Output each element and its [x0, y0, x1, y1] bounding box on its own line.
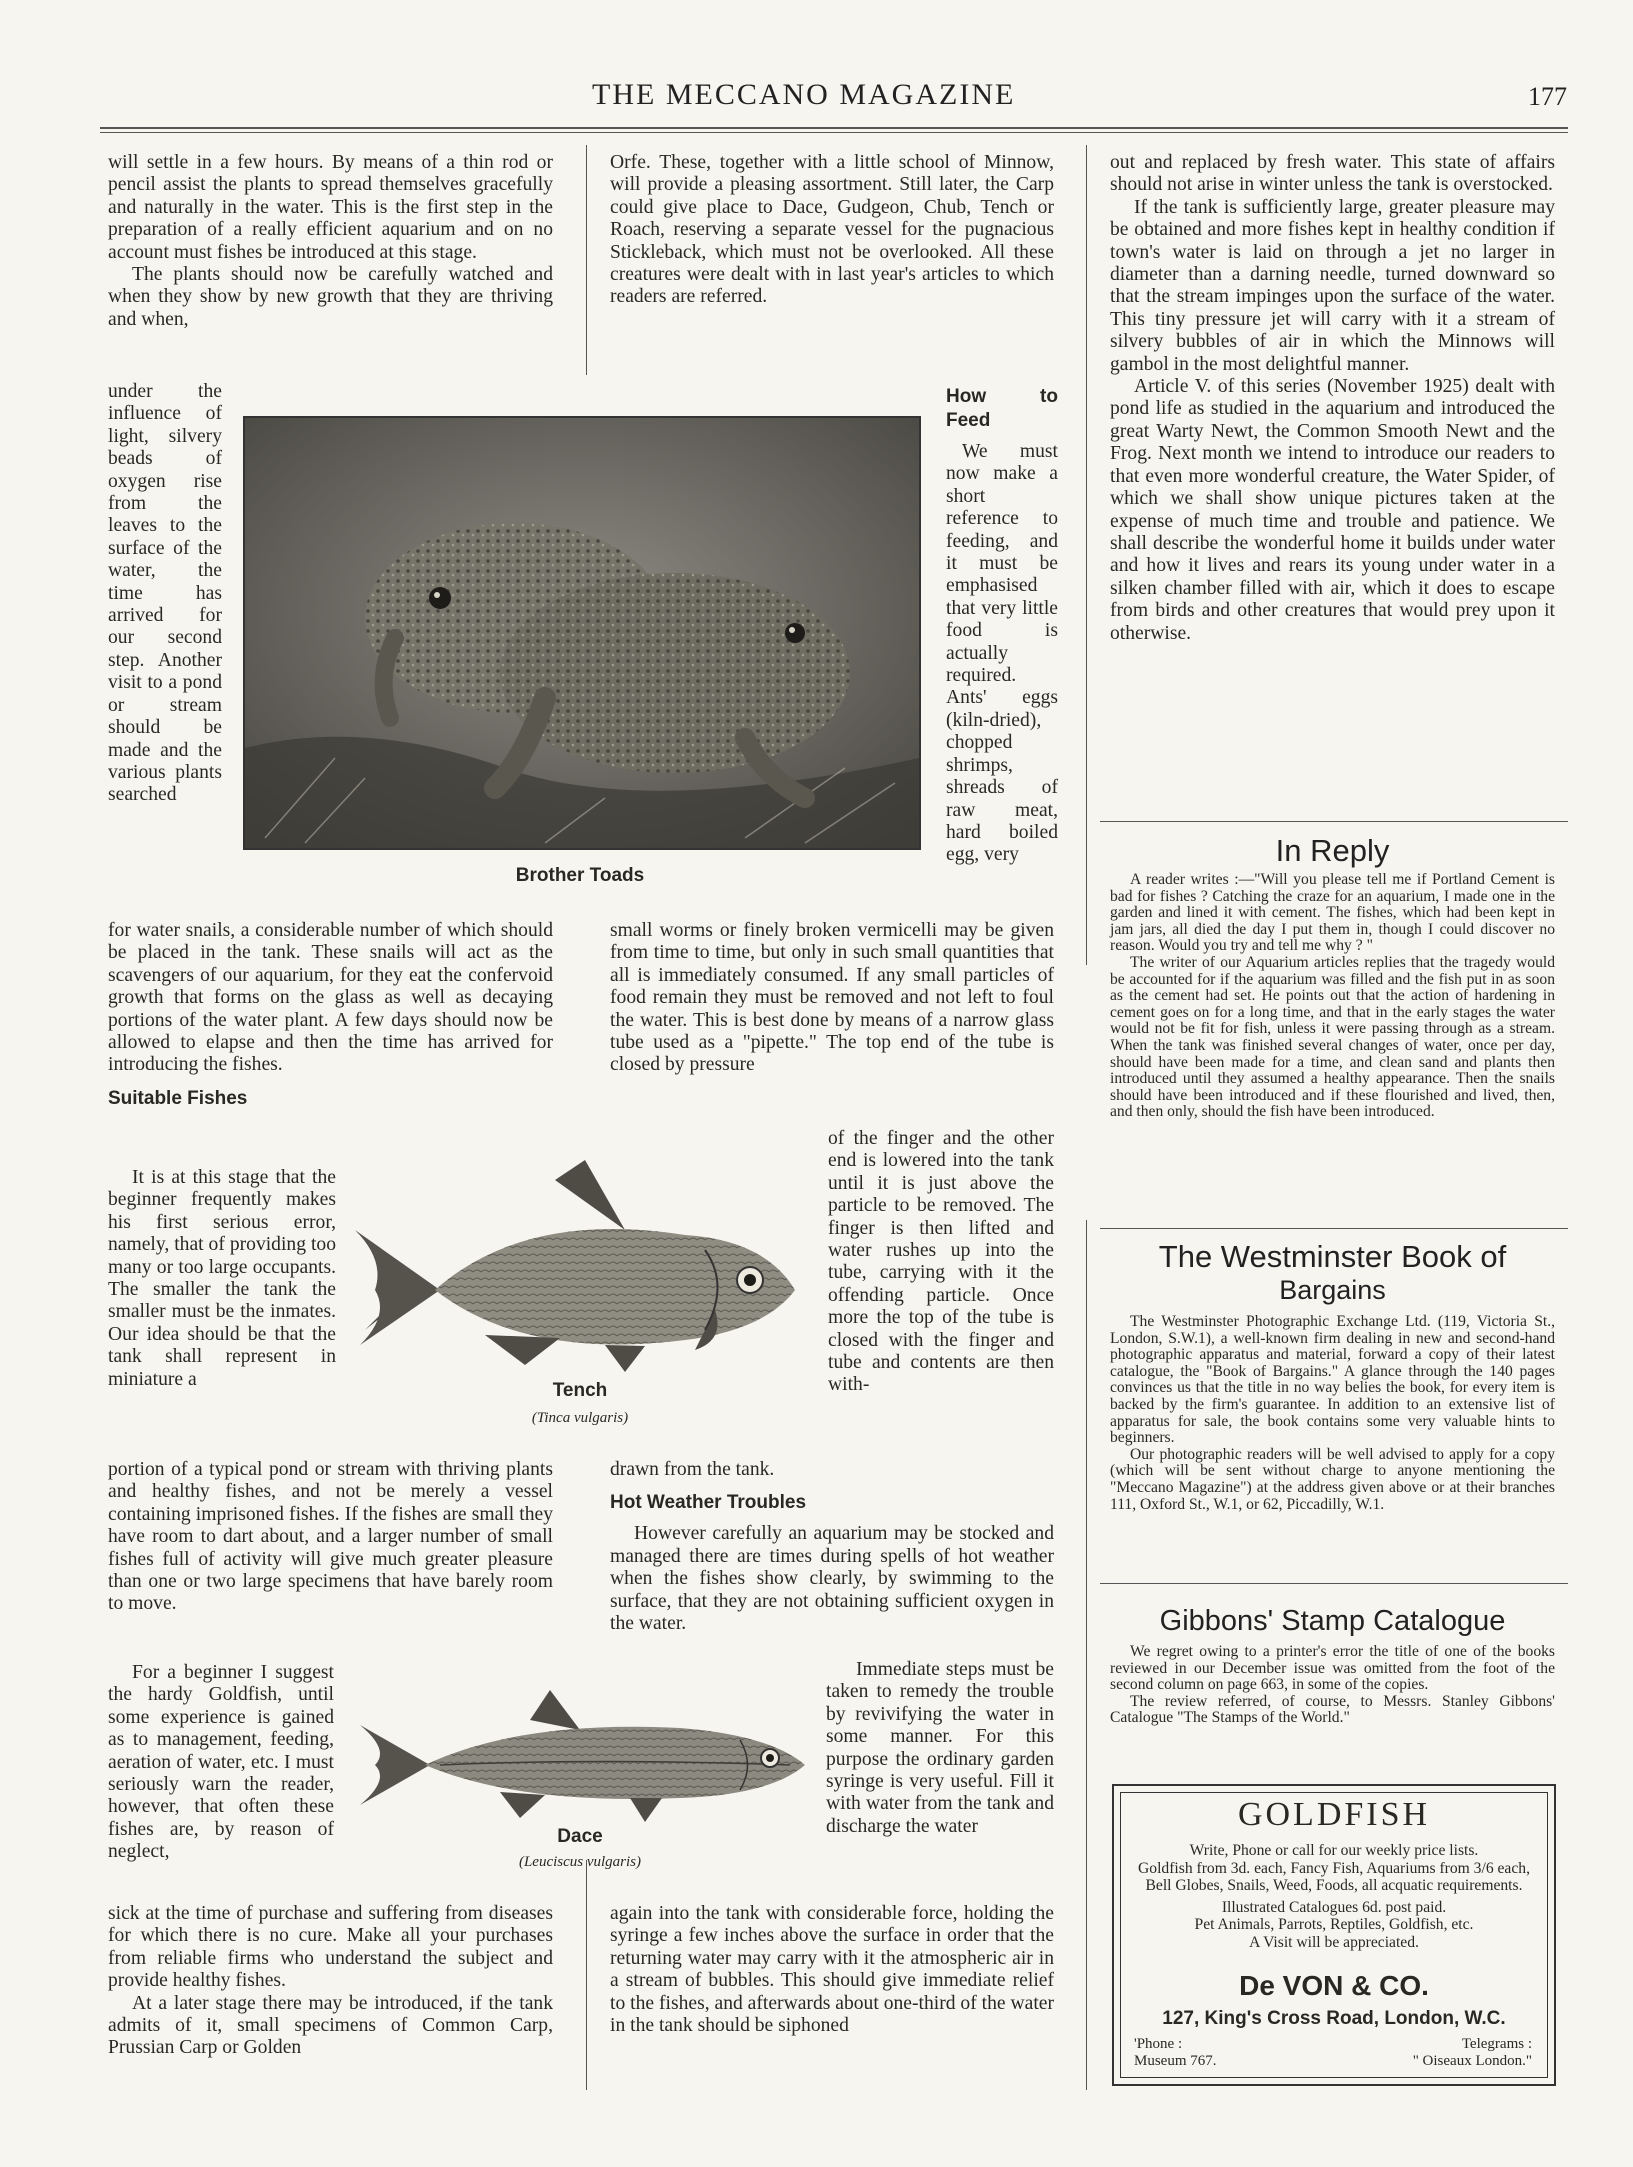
- paragraph: small worms or finely broken vermicelli may be given from time to time, but only in such small quantities that all is immediately consumed. If any small particles of food remain they must be removed and not left to foul the water. This is best done by means of a narrow glass tube used as a "pipette." The top end of the tube is closed by pressure: [610, 920, 1054, 1076]
- paragraph: again into the tank with considerable force, holding the syringe a few inches above the surface in order that the returning water may carry with it the atmospheric air in a stream of bubbles. This should give immediate relief to the fishes, and afterwards about one-third of the water in the tank should be siphoned: [610, 1903, 1054, 2037]
- tench-caption: Tench: [552, 1380, 608, 1401]
- paragraph: under the influence of light, silvery beads of oxygen rise from the leaves to the surface of the water, the time has arrived for our second step. Another visit to a pond or stream should be made and the various plants searched: [108, 381, 222, 806]
- toads-illustration: [245, 418, 919, 848]
- paragraph: Immediate steps must be taken to remedy the trouble by revivifying the water in some manner. For this purpose the ordinary garden syringe is very useful. Fill it with water from the tank and discharge the water: [826, 1659, 1054, 1837]
- dace-illustration: [350, 1680, 820, 1830]
- column-1-lower: [108, 1459, 553, 1616]
- paragraph: It is at this stage that the beginner frequently makes his first serious error, namely, that of providing too many or too large occupants. The smaller the tank the smaller must be the inmates. Our idea should be that the tank shall represent in miniature a: [108, 1167, 336, 1390]
- gibbons-section: [1110, 1602, 1555, 1727]
- paragraph: A reader writes :—"Will you please tell me if Portland Cement is bad for fishes ? Catching the craze for an aquarium, I made one in the garden and lined it with cement. The fishes, which had been kept in jam jars, all died the day I put them in, though I could discover no reason. Would you try and tell me why ? ": [1110, 871, 1555, 955]
- ad-telegrams-value: " Oiseaux London.": [1412, 2053, 1532, 2069]
- paragraph: out and replaced by fresh water. This state of affairs should not arise in winter unless the tank is overstocked.: [1110, 152, 1555, 196]
- gibbons-body: [1110, 1644, 1555, 1727]
- westminster-section: [1110, 1240, 1555, 1513]
- column-divider: [586, 1860, 587, 2090]
- column-2-middle: [610, 920, 1054, 1077]
- paragraph: for water snails, a considerable number of which should be placed in the tank. These snails will act as the scavengers of our aquarium, for they eat the confervoid growth that forms on the glass as well as decaying portions of the water plant. A few days should now be allowed to elapse and then the time has arrived for introducing the fishes.: [108, 920, 553, 1076]
- paragraph: At a later stage there may be introduced, if the tank admits of it, small specimens of Common Carp, Prussian Carp or Golden: [108, 1992, 553, 2059]
- paragraph: sick at the time of purchase and suffering from diseases for which there is no cure. Make all your purchases from reliable firms who understand the subject and provide healthy fishes.: [108, 1903, 553, 1992]
- in-reply-section: [1110, 830, 1555, 1121]
- section-rule: [1100, 821, 1568, 822]
- column-1-dace-wrap: [108, 1662, 334, 1864]
- section-rule: [1100, 1583, 1568, 1584]
- paragraph: For a beginner I suggest the hardy Goldfish, until some experience is gained as to management, feeding, aeration of water, etc. I must seriously warn the reader, however, that often these fishes are, by reason of neglect,: [108, 1662, 334, 1863]
- paragraph: The plants should now be carefully watched and when they show by new growth that they are thriving and when,: [108, 264, 553, 330]
- column-divider: [1086, 145, 1087, 965]
- paragraph: The review referred, of course, to Messrs. Stanley Gibbons' Catalogue "The Stamps of the World.": [1110, 1692, 1555, 1727]
- column-divider: [586, 145, 587, 375]
- dace-latin-name: (Leuciscus vulgaris): [518, 1854, 642, 1870]
- ad-phone: [1134, 2036, 1217, 2070]
- paragraph: The Westminster Photographic Exchange Ltd. (119, Victoria St., London, S.W.1), a well-known firm dealing in new and second-hand photographic apparatus and material, forward a copy of their latest catalogue, the "Book of Bargains." A glance through the 140 pages convinces us that the title in no way belies the book, for every item is backed by the firm's guarantee. In addition to an extensive list of apparatus for sale, the book contains some very valuable hints to beginners.: [1110, 1313, 1555, 1447]
- section-heading-how-to-feed: How to Feed: [946, 386, 1058, 431]
- tench-illustration: [345, 1140, 825, 1380]
- column-1-middle: [108, 920, 553, 1119]
- paragraph: If the tank is sufficiently large, greater pleasure may be obtained and more fishes kept in healthy condition if town's water is laid on through a jet no larger in diameter than a darning needle, turned downward so that the stream impinges upon the surface of the water. This tiny pressure jet will carry with it a stream of silvery bubbles of air in which the Minnows will gambol in the most delightful manner.: [1110, 196, 1555, 375]
- column-1-tench-wrap: [108, 1167, 336, 1391]
- ad-company: De VON & CO.: [1239, 1970, 1429, 2001]
- header-rule: [100, 127, 1568, 129]
- column-2-lower: [610, 1459, 1054, 1635]
- in-reply-title: In Reply: [1275, 833, 1390, 868]
- dace-caption: Dace: [557, 1826, 603, 1847]
- page-number: 177: [1528, 82, 1567, 111]
- tench-latin-name: (Tinca vulgaris): [531, 1410, 629, 1426]
- ad-title: GOLDFISH: [1237, 1796, 1431, 1833]
- column-2-tench-wrap: [828, 1128, 1054, 1397]
- paragraph: The writer of our Aquarium articles replies that the tragedy would be accounted for if the aquarium was filled and the fish put in as soon as the cement had set. He points out that the action of hardening in cement goes on for a long time, and that in the early stages the water would not be fit for fish, unless it were passing through as a stream. When the tank was finished several changes of water, once per day, should have been made for a time, and clean sand and plants then introduced until they assumed a healthy appearance. Then the snails should have been introduced and if these flourished and lived, then, and then only, should the fish have been introduced.: [1110, 953, 1555, 1121]
- ad-line: A Visit will be appreciated.: [1249, 1933, 1419, 1951]
- in-reply-body: [1110, 872, 1555, 1121]
- gibbons-title: Gibbons' Stamp Catalogue: [1159, 1605, 1506, 1637]
- column-2-dace-wrap: [826, 1659, 1054, 1838]
- paragraph: will settle in a few hours. By means of a thin rod or pencil assist the plants to spread themselves gracefully and naturally in the water. This is the first step in the preparation of a really efficient aquarium and on no account must fishes be introduced at this stage.: [108, 152, 553, 263]
- ad-address: 127, King's Cross Road, London, W.C.: [1162, 2008, 1506, 2029]
- column-2-narrow: [946, 385, 1058, 867]
- section-heading-suitable-fishes: Suitable Fishes: [108, 1087, 248, 1109]
- ad-line: Illustrated Catalogues 6d. post paid.: [1221, 1898, 1447, 1916]
- section-heading-hot-weather: Hot Weather Troubles: [610, 1492, 807, 1514]
- paragraph: We regret owing to a printer's error the title of one of the books reviewed in our December issue was omitted from the foot of the second column on page 663, in some of the copies.: [1110, 1643, 1555, 1694]
- ad-line: Pet Animals, Parrots, Reptiles, Goldfish, etc.: [1194, 1916, 1474, 1933]
- column-3-article: [1110, 152, 1555, 645]
- ad-telegrams: [1413, 2036, 1532, 2070]
- ad-body: [1136, 1842, 1532, 1951]
- section-rule: [1100, 1228, 1568, 1229]
- ad-phone-value: Museum 767.: [1134, 2053, 1217, 2069]
- column-divider: [1086, 1220, 1087, 2090]
- westminster-body: [1110, 1314, 1555, 1513]
- column-2-top: [610, 152, 1054, 309]
- paragraph: Our photographic readers will be well advised to apply for a copy (which will be sent without charge to anyone mentioning the "Meccano Magazine") at the address given above or at their branches 111, Oxford St., W.1, or 62, Piccadilly, W.1.: [1110, 1445, 1555, 1513]
- header-rule-thin: [100, 132, 1568, 133]
- column-1-top: [108, 152, 553, 331]
- paragraph: portion of a typical pond or stream with thriving plants and healthy fishes, and not be merely a vessel containing imprisoned fishes. If the fishes are small they have room to dart about, and a larger number of small fishes full of activity will give much greater pleasure than one or two large specimens that have barely room to move.: [108, 1459, 553, 1615]
- ad-telegrams-label: Telegrams :: [1461, 2036, 1532, 2052]
- goldfish-advertisement: [1112, 1784, 1556, 2086]
- paragraph: However carefully an aquarium may be stocked and managed there are times during spells of hot weather when the fishes show clearly, by swimming to the surface, that they are not obtaining sufficient oxygen in the water.: [610, 1523, 1054, 1635]
- ad-line: Write, Phone or call for our weekly price lists.: [1189, 1842, 1479, 1859]
- column-1-narrow: [108, 381, 222, 807]
- column-2-bottom: [610, 1903, 1054, 2037]
- toads-photo: [243, 416, 921, 850]
- paragraph: Article V. of this series (November 1925) dealt with pond life as studied in the aquarium and introduced the great Warty Newt, the Common Smooth Newt and the Frog. Next month we intend to introduce our readers to that even more wonderful creature, the Water Spider, of which we shall show unique pictures taken at the expense of much time and trouble and patience. We shall describe the wonderful home it builds under water and how it lives and rears its young under water in a silken chamber filled with air, which it does to escape from birds and other creatures that would prey upon it otherwise.: [1110, 376, 1555, 644]
- ad-line: Goldfish from 3d. each, Fancy Fish, Aquariums from 3/6 each, Bell Globes, Snails, Weed, Foods, all acquatic requirements.: [1138, 1859, 1530, 1894]
- paragraph: drawn from the tank.: [610, 1459, 775, 1480]
- ad-phone-label: 'Phone :: [1134, 2036, 1183, 2052]
- westminster-title-line1: The Westminster Book of: [1158, 1239, 1507, 1274]
- toads-caption: Brother Toads: [515, 865, 645, 886]
- column-1-bottom: [108, 1903, 553, 2060]
- magazine-title: THE MECCANO MAGAZINE: [592, 78, 1016, 111]
- paragraph: Orfe. These, together with a little school of Minnow, will provide a pleasing assortment. Still later, the Carp could give place to Dace, Gudgeon, Chub, Tench or Roach, reserving a separate vessel for the pugnacious Stickleback, which must not be overlooked. All these creatures were dealt with in last year's articles to which readers are referred.: [610, 152, 1054, 308]
- paragraph: We must now make a short reference to feeding, and it must be emphasised that very little food is actually required. Ants' eggs (kiln-dried), chopped shrimps, shreads of raw meat, hard boiled egg, very: [946, 441, 1058, 866]
- paragraph: of the finger and the other end is lowered into the tank until it is just above the particle to be removed. The finger is then lifted and water rushes up into the tube, carrying with it the offending particle. Once more the top of the tube is closed with the finger and tube and contents are then with-: [828, 1128, 1054, 1396]
- westminster-title-line2: Bargains: [1279, 1275, 1386, 1305]
